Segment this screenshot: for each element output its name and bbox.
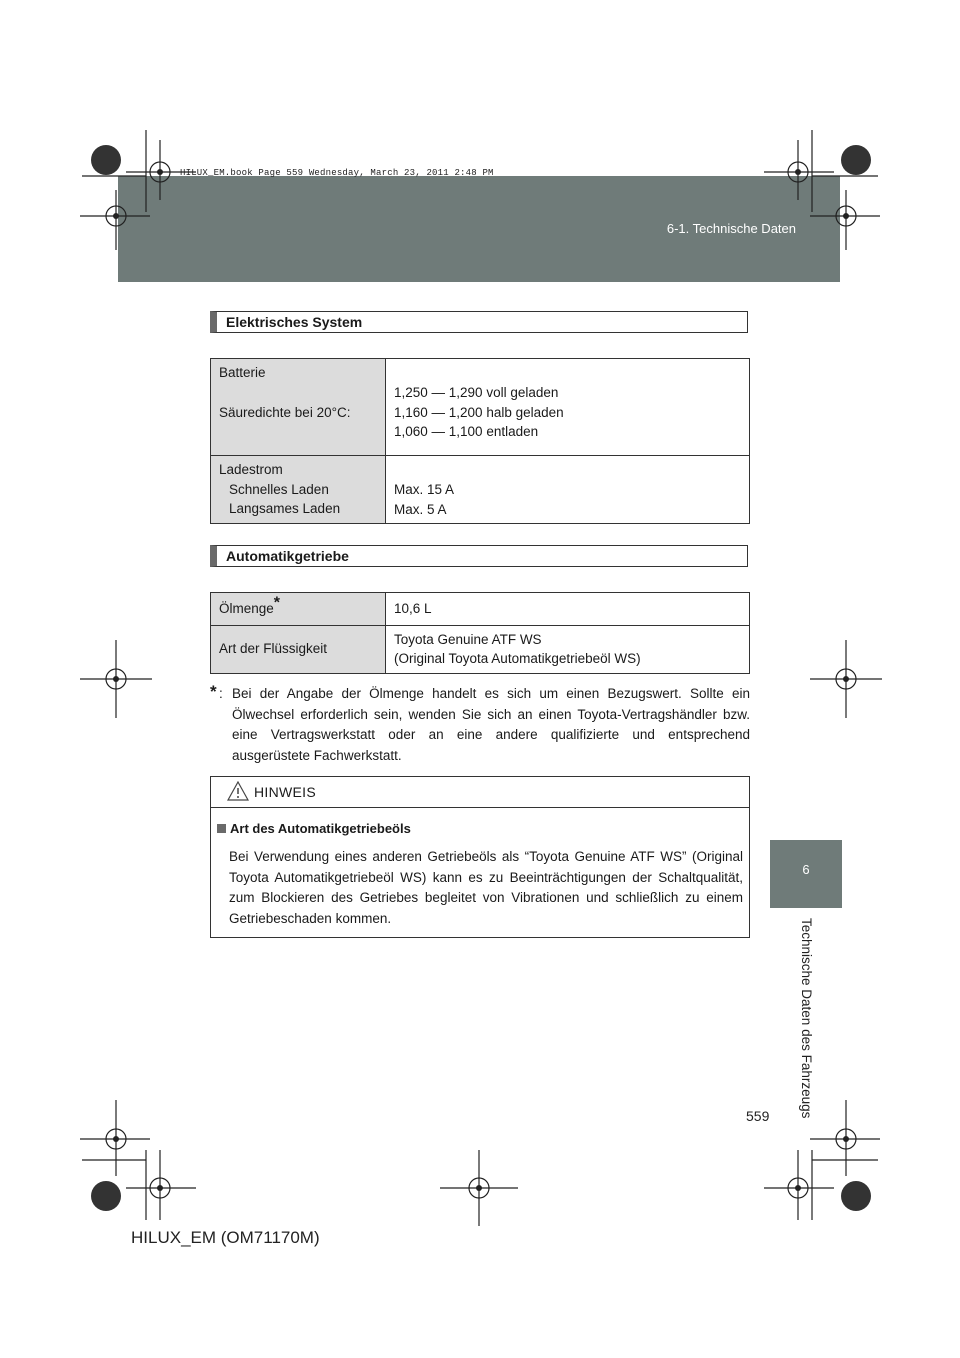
chapter-label-vertical bbox=[796, 918, 816, 1138]
cell-label: Schnelles Laden bbox=[229, 481, 329, 497]
notice-subheading: Art des Automatikgetriebeöls bbox=[217, 821, 411, 836]
notice-header bbox=[211, 777, 749, 808]
cell-label: Batterie bbox=[219, 365, 266, 380]
cell-label: Ölmenge bbox=[219, 601, 274, 616]
cell-label: Säuredichte bei 20°C: bbox=[219, 404, 351, 420]
bullet-square-icon bbox=[217, 824, 226, 833]
cell-label: Ladestrom bbox=[219, 462, 283, 477]
cell-value: Max. 5 A bbox=[394, 501, 447, 517]
footnote-colon: : bbox=[219, 686, 223, 701]
chapter-number: 6 bbox=[802, 862, 810, 877]
transmission-section-title: Automatikgetriebe bbox=[210, 545, 748, 567]
notice-box bbox=[210, 776, 750, 938]
table-row bbox=[211, 593, 750, 626]
footnote-star: * bbox=[210, 682, 217, 701]
notice-body: Bei Verwendung eines anderen Getriebeöls als “Toyota Genuine ATF WS” (Original Toyota Automatikgetriebeöl WS) kann es zu Beeinträchtigungen der Schaltqualität, zum Blockieren des Getriebes begleitet von Vibrationen und schließlich zu einem Getriebeschaden kommen. bbox=[229, 849, 743, 926]
chapter-label: Technische Daten des Fahrzeugs bbox=[799, 918, 814, 1119]
footer-code: HILUX_EM (OM71170M) bbox=[131, 1228, 320, 1247]
page-number: 559 bbox=[746, 1108, 770, 1124]
cell-value: Max. 15 A bbox=[394, 482, 455, 497]
footnote bbox=[210, 684, 750, 766]
cell-value: 1,250 — 1,290 voll geladen bbox=[394, 385, 559, 400]
table-row bbox=[211, 625, 750, 673]
cell-value: 1,060 — 1,100 entladen bbox=[394, 424, 539, 439]
cell-value: 10,6 L bbox=[394, 601, 432, 616]
footnote-mark: * bbox=[273, 594, 281, 612]
chapter-tab bbox=[770, 840, 842, 908]
transmission-table bbox=[210, 592, 750, 674]
notice-heading: HINWEIS bbox=[254, 784, 316, 800]
section-title: 6-1. Technische Daten bbox=[666, 221, 796, 236]
cell-label: Langsames Laden bbox=[229, 501, 341, 516]
book-stamp: HILUX_EM.book Page 559 Wednesday, March 23, 2011 2:48 PM bbox=[180, 168, 494, 178]
cell-value: Toyota Genuine ATF WS bbox=[394, 631, 542, 647]
warning-icon bbox=[227, 781, 249, 801]
electrical-section-title: Elektrisches System bbox=[210, 311, 748, 333]
cell-label: Art der Flüssigkeit bbox=[219, 641, 328, 657]
cell-value: 1,160 — 1,200 halb geladen bbox=[394, 404, 564, 420]
electrical-table bbox=[210, 358, 750, 524]
footnote-text: Bei der Angabe der Ölmenge handelt es sich um einen Bezugswert. Sollte ein Ölwechsel erforderlich sein, wenden Sie sich an einen Toyota-Vertragshändler bzw. eine Vertragswerkstatt oder an eine andere qualifizierte und entsprechend ausgerüstete Fachwerkstatt. bbox=[232, 686, 750, 763]
cell-value: (Original Toyota Automatikgetriebeöl WS) bbox=[394, 651, 641, 666]
table-row bbox=[211, 456, 750, 524]
table-row bbox=[211, 359, 750, 456]
